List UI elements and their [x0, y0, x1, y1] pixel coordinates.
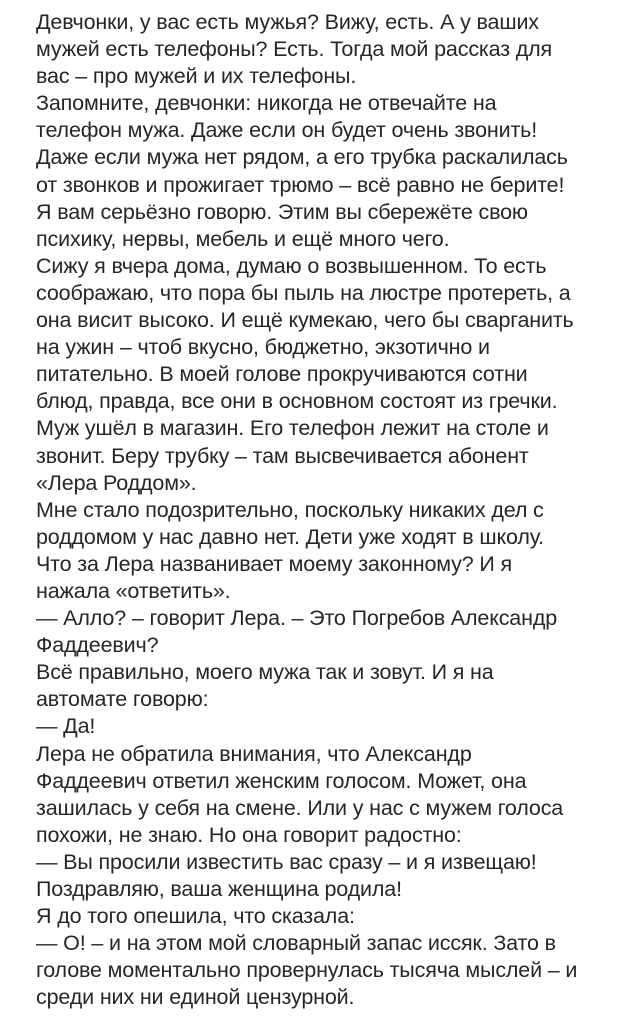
text-line: она висит высоко. И ещё кумекаю, чего бы сварганить — [36, 308, 574, 333]
text-line: вас – про мужей и их телефоны. — [36, 64, 357, 89]
text-line: — Да! — [36, 714, 96, 739]
text-line: питательно. В моей голове прокручиваются сотни — [36, 362, 528, 387]
text-line: Фаддеевич ответил женским голосом. Может, она — [36, 768, 527, 793]
text-line: Что за Лера названивает моему законному? И я — [36, 551, 513, 576]
text-line: Я до того опешила, что сказала: — [36, 904, 355, 929]
text-line: роддомом у нас давно нет. Дети уже ходят в школу. — [36, 524, 544, 549]
text-line: Я вам серьёзно говорю. Этим вы сбережёте свою — [36, 199, 528, 224]
text-line: звонит. Беру трубку – там высвечивается абонент — [36, 443, 529, 468]
text-line: Даже если мужа нет рядом, а его трубка раскалилась — [36, 145, 568, 170]
text-line: среди них ни единой цензурной. — [36, 985, 355, 1010]
text-line: психику, нервы, мебель и ещё много чего. — [36, 226, 450, 251]
text-line: — Вы просили известить вас сразу – и я извещаю! — [36, 849, 537, 874]
text-line: от звонков и прожигает трюмо – всё равно не берите! — [36, 172, 565, 197]
text-line: нажала «ответить». — [36, 578, 231, 603]
text-line: Фаддеевич? — [36, 633, 159, 658]
article-text — [36, 9, 610, 1011]
text-line: — О! – и на этом мой словарный запас иссяк. Зато в — [36, 931, 556, 956]
text-line: Лера не обратила внимания, что Александр — [36, 741, 472, 766]
text-line: телефон мужа. Даже если он будет очень звонить! — [36, 118, 538, 143]
text-line: зашилась у себя на смене. Или у нас с мужем голоса — [36, 795, 564, 820]
text-line: соображаю, что пора бы пыль на люстре протереть, а — [36, 280, 571, 305]
text-line: Девчонки, у вас есть мужья? Вижу, есть. А у ваших — [36, 10, 539, 34]
text-line: — Алло? – говорит Лера. – Это Погребов Александр — [36, 606, 558, 631]
text-line: на ужин – чтоб вкусно, бюджетно, экзотично и — [36, 335, 490, 360]
text-line: Поздравляю, ваша женщина родила! — [36, 877, 402, 901]
text-line: голове моментально провернулась тысяча мыслей – и — [36, 958, 578, 983]
text-line: Муж ушёл в магазин. Его телефон лежит на столе и — [36, 416, 549, 441]
text-line: Всё правильно, моего мужа так и зовут. И я на — [36, 660, 494, 685]
text-line: «Лера Роддом». — [36, 470, 197, 495]
text-line: автомате говорю: — [36, 687, 209, 712]
text-line: Сижу я вчера дома, думаю о возвышенном. То есть — [36, 253, 547, 278]
text-line: Мне стало подозрительно, поскольку никаких дел с — [36, 497, 544, 522]
text-line: мужей есть телефоны? Есть. Тогда мой рассказ для — [36, 37, 553, 62]
text-line: похожи, не знаю. Но она говорит радостно: — [36, 822, 462, 847]
text-line: Запомните, девчонки: никогда не отвечайте на — [36, 91, 497, 116]
text-line: блюд, правда, все они в основном состоят из гречки. — [36, 389, 558, 414]
